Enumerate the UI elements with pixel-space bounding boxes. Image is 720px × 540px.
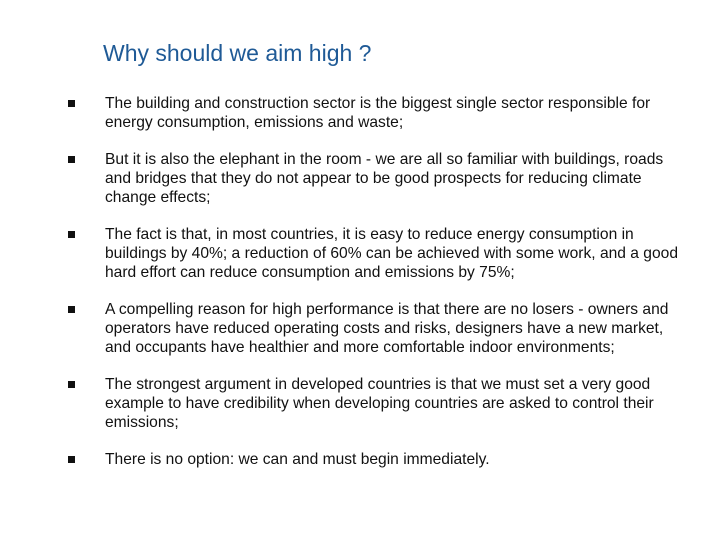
bullet-item <box>0 375 720 432</box>
bullet-text: But it is also the elephant in the room - we are all so familiar with buildings, roads and bridges that they do not appear to be good prospects for reducing climate change effects; <box>105 151 664 206</box>
square-bullet-icon <box>68 306 75 313</box>
square-bullet-icon <box>68 381 75 388</box>
bullet-text: A compelling reason for high performance is that there are no losers - owners and operators have reduced operating costs and risks, designers have a new market, and occupants have healthier and more comfortable indoor environments; <box>105 301 669 356</box>
square-bullet-icon <box>68 231 75 238</box>
bullet-text: There is no option: we can and must begin immediately. <box>105 451 490 468</box>
bullet-text: The building and construction sector is the biggest single sector responsible for energy consumption, emissions and waste; <box>105 95 651 131</box>
bullet-item <box>0 225 720 282</box>
square-bullet-icon <box>68 456 75 463</box>
bullet-text: The strongest argument in developed countries is that we must set a very good example to have credibility when developing countries are asked to control their emissions; <box>105 376 654 431</box>
bullet-item <box>0 94 720 132</box>
square-bullet-icon <box>68 156 75 163</box>
bullet-list <box>0 94 720 487</box>
bullet-item <box>0 450 720 469</box>
bullet-item <box>0 150 720 207</box>
bullet-item <box>0 300 720 357</box>
slide-title: Why should we aim high ? <box>103 40 372 66</box>
square-bullet-icon <box>68 100 75 107</box>
bullet-text: The fact is that, in most countries, it is easy to reduce energy consumption in buildings by 40%; a reduction of 60% can be achieved with some work, and a good hard effort can reduce consumption and emissions by 75%; <box>105 226 678 281</box>
